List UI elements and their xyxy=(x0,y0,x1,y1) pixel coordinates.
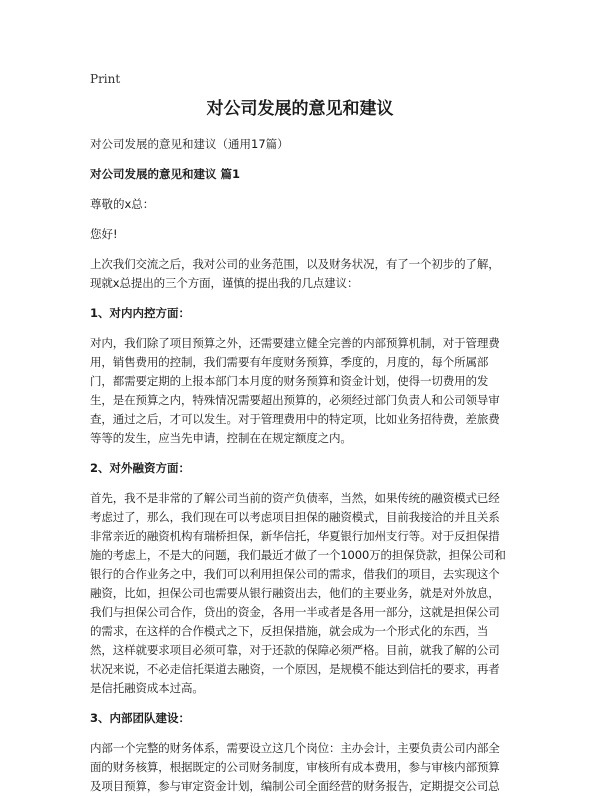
section-heading-team-building: 3、内部团队建设： xyxy=(90,711,191,725)
section-text-team-building: 内部一个完整的财务体系，需要设立这几个岗位：主办会计，主要负责公司内部全面的财务核算，根据既定的公司财务制度，审核所有成本费用，参与审核内部预算及项目预算，参与审定资金计划，编制公司全面经营的财务报告，定期提交公司总 xyxy=(90,741,500,793)
document-subtitle: 对公司发展的意见和建议（通用17篇） xyxy=(90,137,289,151)
section-text-internal-control: 对内，我们除了项目预算之外，还需要建立健全完善的内部预算机制，对于管理费用，销售费用的控制，我们需要有年度财务预算，季度的，月度的，每个所属部门，都需要定期的上报本部门本月度的财务预算和资金计划，使得一切费用的发生，是在预算之内，特殊情况需要超出预算的，必须经过部门负责人和公司领导审查，通过之后，才可以发生。对于管理费用中的特定项，比如业务招待费，差旅费等等的发生，应当先申请，控制在在规定额度之内。 xyxy=(90,336,500,445)
section-heading-internal-control: 1、对内内控方面： xyxy=(90,306,191,320)
section-text-financing: 首先，我不是非常的了解公司当前的资产负债率，当然，如果传统的融资模式已经考虑过了，那么，我们现在可以考虑项目担保的融资模式，目前我接洽的并且关系非常亲近的融资机构有瑞桥担保，新华信托，华夏银行加州支行等。对于反担保措施的考虑上，不是大的问题，我们最近才做了一个1000万的担保贷款，担保公司和银行的合作业务之中，我们可以利用担保公司的需求，借我们的项目，去实现这个融资，比如，担保公司也需要从银行融资出去，他们的主要业务，就是对外放息，我们与担保公司合作，贷出的资金，各用一半或者是各用一部分，这就是担保公司的需求，在这样的合作模式之下，反担保措施，就会成为一个形式化的东西，当然，这样就要求项目必须可靠，对于还款的保障必须严格。目前，就我了解的公司状况来说，不必走信托渠道去融资，一个原因，是规模不能达到信托的要求，再者是信托融资成本过高。 xyxy=(90,491,506,695)
greeting: 您好! xyxy=(90,227,118,241)
intro-paragraph: 上次我们交流之后，我对公司的业务范围，以及财务状况，有了一个初步的了解，现就x总提出的三个方面，谨慎的提出我的几点建议： xyxy=(90,257,500,290)
article-heading: 对公司发展的意见和建议 篇1 xyxy=(90,167,241,181)
section-heading-financing: 2、对外融资方面： xyxy=(90,461,191,475)
print-link[interactable]: Print xyxy=(90,72,121,86)
page-title: 对公司发展的意见和建议 xyxy=(206,99,394,119)
salutation: 尊敬的x总： xyxy=(90,197,155,211)
